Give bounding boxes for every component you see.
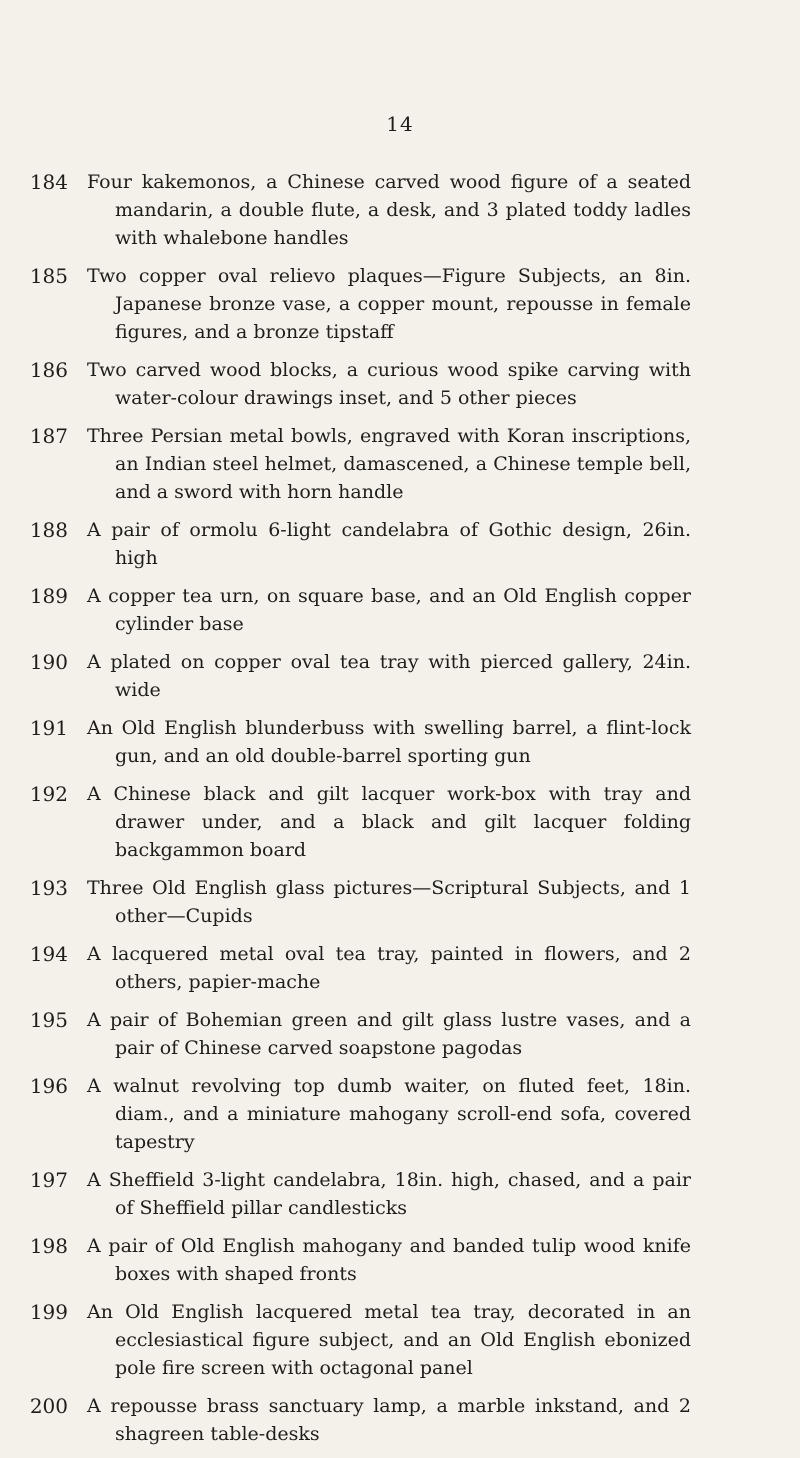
page-number: 14 [386,112,414,136]
lot-number: 199 [29,1300,68,1324]
lot-description: A copper tea urn, on square base, and an Old English copper cylinder base [87,585,691,635]
lot-entry [0,262,800,346]
lot-entry [0,1166,800,1222]
lot-number: 198 [29,1234,68,1258]
lot-entry [0,1006,800,1062]
lot-entry [0,1232,800,1288]
lot-description: Two copper oval relievo plaques—Figure Subjects, an 8in. Japanese bronze vase, a copper mount, repousse in female figures, and a bronze tipstaff [87,265,691,343]
lot-entry [0,1392,800,1448]
lot-number: 186 [29,358,68,382]
lot-description: A lacquered metal oval tea tray, painted in flowers, and 2 others, papier-mache [87,943,691,993]
lot-number: 191 [29,716,68,740]
lot-description: An Old English lacquered metal tea tray, decorated in an ecclesiastical figure subject, and an Old English ebonized pole fire screen with octagonal panel [87,1301,691,1379]
lot-entry [0,1298,800,1382]
lot-entry [0,356,800,412]
lot-entry [0,1072,800,1156]
lot-list [0,168,800,1458]
lot-description: Four kakemonos, a Chinese carved wood figure of a seated mandarin, a double flute, a desk, and 3 plated toddy ladles with whalebone handles [87,171,691,249]
lot-description: A Sheffield 3-light candelabra, 18in. high, chased, and a pair of Sheffield pillar candlesticks [87,1169,691,1219]
lot-description: A pair of Old English mahogany and banded tulip wood knife boxes with shaped fronts [87,1235,691,1285]
lot-description: A Chinese black and gilt lacquer work-box with tray and drawer under, and a black and gilt lacquer folding backgammon board [87,783,691,861]
lot-number: 192 [29,782,68,806]
lot-entry [0,874,800,930]
lot-entry [0,940,800,996]
lot-entry [0,648,800,704]
lot-number: 195 [29,1008,68,1032]
lot-number: 188 [29,518,68,542]
lot-number: 184 [29,170,68,194]
lot-description: Two carved wood blocks, a curious wood spike carving with water-colour drawings inset, and 5 other pieces [87,359,691,409]
lot-number: 197 [29,1168,68,1192]
lot-entry [0,582,800,638]
lot-entry [0,422,800,506]
lot-description: An Old English blunderbuss with swelling barrel, a flint-lock gun, and an old double-barrel sporting gun [87,717,691,767]
lot-entry [0,168,800,252]
lot-number: 190 [29,650,68,674]
lot-description: Three Persian metal bowls, engraved with Koran inscriptions, an Indian steel helmet, damascened, a Chinese temple bell, and a sword with horn handle [87,425,691,503]
lot-entry [0,714,800,770]
lot-entry [0,516,800,572]
lot-number: 200 [29,1394,68,1418]
lot-number: 187 [29,424,68,448]
lot-number: 185 [29,264,68,288]
lot-description: A walnut revolving top dumb waiter, on fluted feet, 18in. diam., and a miniature mahogany scroll-end sofa, covered tapestry [87,1075,691,1153]
lot-description: A plated on copper oval tea tray with pierced gallery, 24in. wide [87,651,691,701]
lot-number: 189 [29,584,68,608]
lot-description: A pair of ormolu 6-light candelabra of Gothic design, 26in. high [87,519,691,569]
lot-number: 193 [29,876,68,900]
lot-description: Three Old English glass pictures—Scriptural Subjects, and 1 other—Cupids [87,877,691,927]
lot-number: 194 [29,942,68,966]
lot-description: A repousse brass sanctuary lamp, a marble inkstand, and 2 shagreen table-desks [87,1395,691,1445]
lot-entry [0,780,800,864]
lot-number: 196 [29,1074,68,1098]
lot-description: A pair of Bohemian green and gilt glass lustre vases, and a pair of Chinese carved soapstone pagodas [87,1009,691,1059]
